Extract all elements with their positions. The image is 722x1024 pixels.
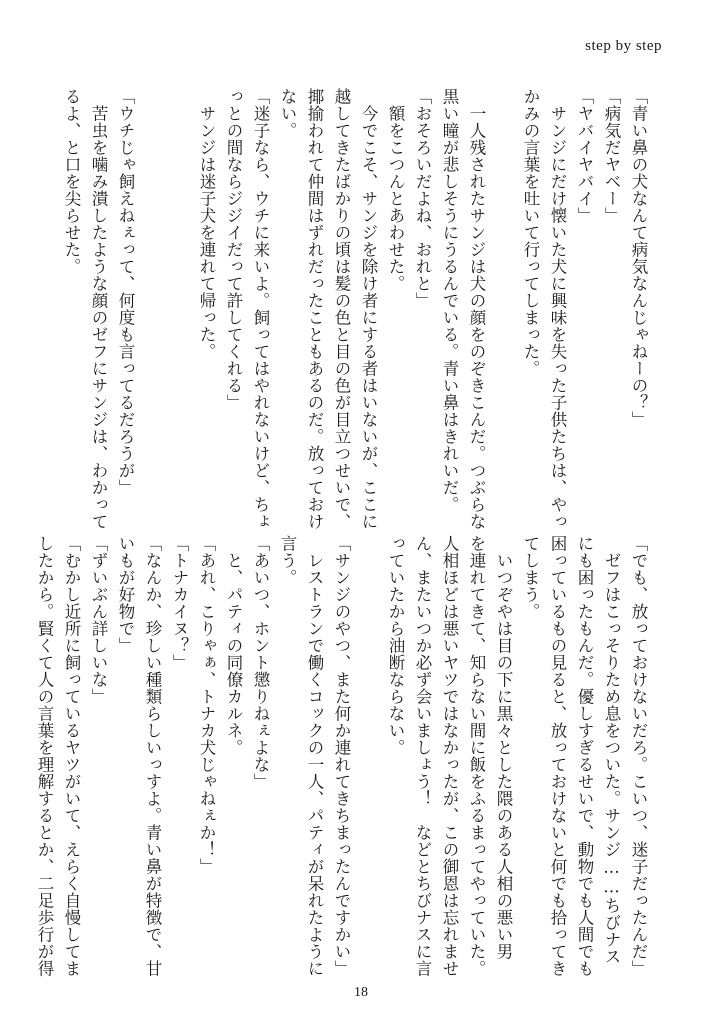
text-line: レストランで働くコックの一人、パティが呆れたように	[305, 535, 324, 977]
text-line: 「トナカイヌ？」	[170, 535, 189, 671]
text-line: 「病気だヤベー」	[602, 88, 621, 224]
text-line: 揶揄われて仲間はずれだったこともあるのだ。放っておけ	[305, 88, 324, 530]
text-line: ゼフはこっそりため息をついた。サンジ……ちびナス	[602, 535, 621, 965]
text-line: 「なんか、珍しい種類らしいっすよ。青い鼻が特徴で、甘	[143, 535, 162, 977]
text-line: 「ずいぶん詳しいな」	[89, 535, 108, 705]
text-line: を連れてきて、知らない間に飯をふるまってやっていた。	[467, 535, 486, 977]
text-line	[490, 88, 517, 518]
text-line: 「青い鼻の犬なんて病気なんじゃねーの？」	[629, 88, 648, 428]
text-line: ない。	[278, 88, 297, 139]
text-line: ん、またいつか必ず会いましょう！ などとちびナスに言	[413, 535, 432, 977]
text-line: っとの間ならジジイだって許してくれる」	[224, 88, 243, 411]
text-block-bottom	[35, 535, 652, 977]
text-line: サンジにだけ懐いた犬に興味を失った子供たちは、やっ	[548, 88, 567, 530]
text-line: 「むかし近所に飼っているヤツがいて、えらく自慢してま	[62, 535, 81, 977]
text-line: っていたから油断ならない。	[386, 535, 405, 756]
text-line: 越してきたばかりの頃は髪の色と目の色が目立つせいで、	[332, 88, 351, 530]
text-line: てしまう。	[521, 535, 540, 620]
text-line: 困っているもの見ると、放っておけないと何でも拾ってき	[548, 535, 567, 977]
text-line: にも困ったもんだ。優しすぎるせいで、動物でも人間でも	[575, 535, 594, 977]
text-line: したから。賢くて人の言葉を理解するとか、二足歩行が得	[35, 535, 54, 977]
text-line: 言う。	[278, 535, 297, 586]
text-line: 「迷子なら、ウチに来いよ。飼ってはやれないけど、ちょ	[251, 88, 270, 530]
text-line: るよ、と口を尖らせた。	[62, 88, 81, 275]
text-line: 額をこつんとあわせた。	[386, 88, 405, 292]
text-line: 「サンジのやつ、また何か連れてきちまったんですかい」	[332, 535, 351, 977]
text-line: 苦虫を噛み潰したような顔のゼフにサンジは、わかって	[89, 88, 108, 530]
page-number: 18	[354, 985, 368, 1000]
text-line	[355, 535, 382, 970]
text-line: いつぞやは目の下に黒々とした隈のある人相の悪い男	[494, 535, 513, 960]
text-line: サンジは迷子犬を連れて帰った。	[197, 88, 216, 360]
text-line: 黒い瞳が悲しそうにうるんでいる。青い鼻はきれいだ。	[440, 88, 459, 513]
text-line: と、パティの同僚カルネ。	[224, 535, 243, 756]
text-line: 「でも、放っておけないだろ。こいつ、迷子だったんだ」	[629, 535, 648, 977]
text-block-top	[62, 88, 652, 530]
text-line: 今でこそ、サンジを除け者にする者はいないが、ここに	[359, 88, 378, 530]
text-line: 人相ほどは悪いヤツではなかったが、この御恩は忘れませ	[440, 535, 459, 977]
text-line: 「おそろいだよね、おれと」	[413, 88, 432, 309]
text-line	[139, 88, 166, 518]
text-line: 「ウチじゃ飼えねぇって、何度も言ってるだろうが」	[116, 88, 135, 496]
text-line	[166, 88, 193, 518]
running-head: step by step	[585, 38, 662, 54]
text-line: いもが好物で」	[116, 535, 135, 654]
text-line: 一人残されたサンジは犬の顔をのぞきこんだ。つぶらな	[467, 88, 486, 530]
text-line: 「ヤバイヤバイ」	[575, 88, 594, 224]
text-line: かみの言葉を吐いて行ってしまった。	[521, 88, 540, 377]
text-line: 「あれ、こりゃぁ、トナカ犬じゃねぇか！」	[197, 535, 216, 875]
text-line: 「あいつ、ホント懲りねぇよな」	[251, 535, 270, 790]
